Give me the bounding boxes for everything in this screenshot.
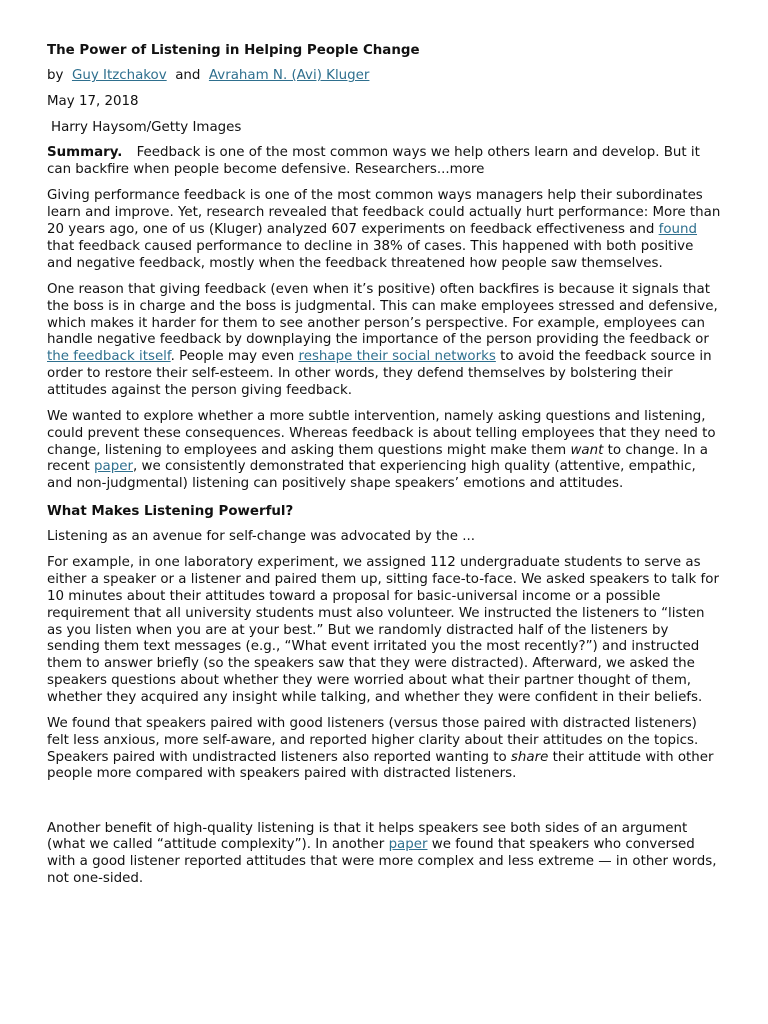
paragraph-7-text-b: we found that speakers who conversed with a good listener reported attitudes that were more complex and less extreme — in other words, not one-sided. — [47, 837, 717, 887]
emphasis-share: share — [510, 749, 549, 765]
paragraph-2-text-b: . People may even — [170, 349, 299, 365]
paragraph-1-text-a: Giving performance feedback is one of the most common ways managers help their subordinates learn and improve. Yet, research revealed that feedback could actually hurt performance: More than 20 years ago, one of us (Kluger) analyzed 607 experiments on feedback effectiveness and — [47, 188, 721, 238]
paragraph-6 — [47, 716, 722, 783]
paragraph-1-text-b: that feedback caused performance to decline in 38% of cases. This happened with both positive and negative feedback, mostly when the feedback threatened how people saw themselves. — [47, 238, 694, 271]
paragraph-3-text-c: , we consistently demonstrated that experiencing high quality (attentive, empathic, and non-judgmental) listening can positively shape speakers’ emotions and attitudes. — [47, 459, 696, 492]
paragraph-2 — [47, 282, 722, 400]
paragraph-3 — [47, 409, 722, 493]
image-credit: Harry Haysom/Getty Images — [51, 119, 242, 135]
paragraph-6-text-a: We found that speakers paired with good listeners (versus those paired with distracted listeners) felt less anxious, more self-aware, and reported higher clarity about their attitudes on the topics. Speakers paired with undistracted listeners also reported wanting to — [47, 716, 699, 765]
summary-label: Summary. — [47, 145, 123, 161]
author-link-itzchakov[interactable]: Guy Itzchakov — [71, 68, 167, 83]
summary-text: Feedback is one of the most common ways we help others learn and develop. But it can backfire when people become defensive. Researchers...more — [47, 145, 700, 178]
link-paper-1[interactable]: paper — [94, 459, 133, 475]
author-link-kluger[interactable]: Avraham N. (Avi) Kluger — [208, 68, 370, 83]
paragraph-5: For example, in one laboratory experiment, we assigned 112 undergraduate students to serve as either a speaker or a listener and paired them up, sitting face-to-face. We asked speakers to talk for 10 minutes about their attitudes toward a proposal for basic-universal income or a possible requirement that all university students must also volunteer. We instructed the listeners to “listen as you listen when you are at your best.” But we randomly distracted half of the listeners by sending them text messages (e.g., “What event irritated you the most recently?”) and instructed them to answer briefly (so the speakers saw that they were distracted). Afterward, we asked the speakers questions about whether they were worried about what their partner thought of them, whether they acquired any insight while talking, and whether they were confident in their beliefs. — [47, 555, 719, 705]
link-reshape-social-networks[interactable]: reshape their social networks — [298, 349, 496, 365]
paragraph-3-text-b: to change. In a recent — [47, 442, 709, 475]
section-heading: What Makes Listening Powerful? — [47, 503, 294, 519]
byline-by: by — [47, 68, 64, 83]
byline — [47, 68, 722, 85]
link-feedback-itself[interactable]: the feedback itself — [47, 349, 171, 365]
emphasis-want: want — [570, 442, 604, 458]
article-title: The Power of Listening in Helping People Change — [47, 43, 420, 58]
paragraph-7-text-a: Another benefit of high-quality listening is that it helps speakers see both sides of an argument (what we called “attitude complexity”). In another — [47, 820, 688, 853]
paragraph-7 — [47, 821, 722, 888]
paragraph-6-text-b: their attitude with other people more compared with speakers paired with distracted listeners. — [47, 749, 714, 782]
paragraph-2-text-c: to avoid the feedback source in order to restore their self-esteem. In other words, they defend themselves by bolstering their attitudes against the person giving feedback. — [47, 349, 712, 398]
link-paper-2[interactable]: paper — [388, 837, 428, 853]
byline-and: and — [175, 68, 201, 83]
paragraph-4: Listening as an avenue for self-change was advocated by the ... — [47, 529, 475, 545]
paragraph-3-text-a: We wanted to explore whether a more subtle intervention, namely asking questions and listening, could prevent these consequences. Whereas feedback is about telling employees that they need to change, listening to employees and asking them questions might make them — [47, 409, 716, 458]
paragraph-1 — [47, 188, 722, 272]
publish-date: May 17, 2018 — [47, 93, 139, 109]
summary — [47, 145, 722, 179]
link-found[interactable]: found — [658, 222, 698, 238]
paragraph-2-text-a: One reason that giving feedback (even when it’s positive) often backfires is because it signals that the boss is in charge and the boss is judgmental. This can make employees stressed and defensive, which makes it harder for them to see another person’s perspective. For example, employees can handle negative feedback by downplaying the importance of the person providing the feedback or — [47, 281, 718, 348]
spacer — [47, 793, 722, 821]
